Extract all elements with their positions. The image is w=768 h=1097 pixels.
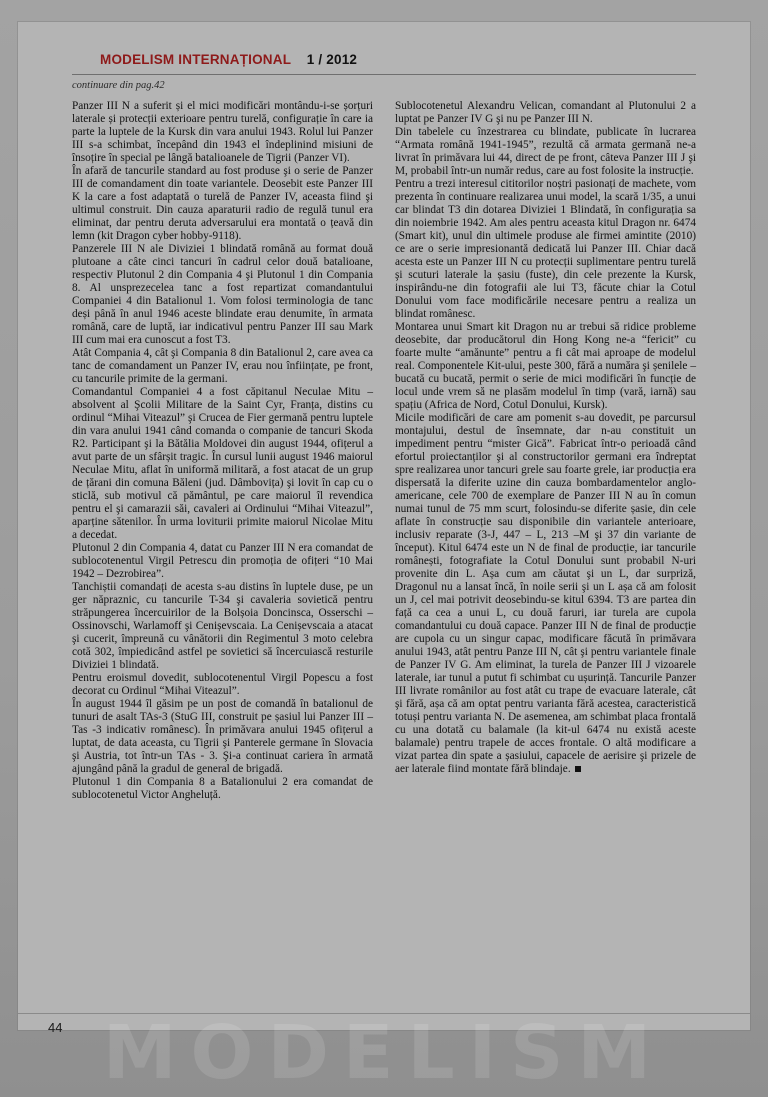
- article-body: [72, 100, 696, 802]
- paragraph: Sublocotenetul Alexandru Velican, comandant al Plutonului 2 a luptat pe Panzer IV G şi nu pe Panzer III N.: [395, 100, 696, 125]
- paragraph: Din tabelele cu înzestrarea cu blindate, publicate în lucrarea “Armata română 1941-1945”, rezultă că armata germană ne-a livrat în primăvara lui 44, direct de pe front, câteva Panzer III J şi M, probabil într-un număr redus, care au fost folosite la instrucție.: [395, 126, 696, 177]
- footer-divider: [18, 1013, 750, 1014]
- paragraph: În afară de tancurile standard au fost produse şi o serie de Panzer III de comandament din toate variantele. Deosebit este Panzer III K la care a fost adaptată o turelă de Panzer IV, aceasta fiind şi ultimul construit. Din cauza aparaturii radio de regulă tunul era eliminat, dar pentru deruta adversarului era montată o țeavă din lemn (kit Dragon cyber hobby-9118).: [72, 165, 373, 242]
- paragraph-final: [395, 412, 696, 776]
- column-right: [395, 100, 696, 802]
- end-of-article-mark: [575, 766, 581, 772]
- header-divider: [72, 74, 696, 75]
- paragraph: Panzerele III N ale Diviziei 1 blindată română au format două plutoane a câte cinci tancuri în cadrul celor două batalioane, respectiv Plutonul 2 din Compania 4 şi Plutonul 1 din Compania 8. Al unsprezecelea tanc a fost repartizat comandantului Companiei 4 din Batalionul 1. Vom folosi terminologia de tanc deși până în anul 1946 aceste blindate erau denumite, în armata română, care de luptă, iar indicativul pentru Panzer III sau Mark III cum mai era cunoscut a fost T3.: [72, 243, 373, 346]
- magazine-title: MODELISM INTERNAȚIONAL: [100, 52, 291, 67]
- paragraph: Atât Compania 4, cât şi Compania 8 din Batalionul 2, care avea ca tanc de comandament un Panzer IV, erau nou înființate, pe front, cu tancurile primite de la germani.: [72, 347, 373, 385]
- watermark-text: MODELISM: [102, 1010, 666, 1096]
- paragraph: Plutonul 2 din Compania 4, datat cu Panzer III N era comandat de sublocotenentul Virgil Petrescu din promoția de ofițeri “10 Mai 1942 – Dezrobirea”.: [72, 542, 373, 580]
- page-header: [100, 52, 700, 67]
- paragraph: Tanchiștii comandați de acesta s-au distins în luptele duse, pe un ger năpraznic, cu tancurile T-34 şi cavaleria sovietică pentru străpungerea încercuirilor de la Bolșoia Doncinsca, Osserschi – Ossinovschi, Warlamoff şi Cenișevscaia. La Cenișevscaia a atacat şi cucerit, împreună cu vânătorii din Regimentul 3 moto celebra cotă 302, împiedicând astfel pe sovietici să încercuiască resturile Diviziei 1 blindată.: [72, 581, 373, 671]
- paragraph: Comandantul Companiei 4 a fost căpitanul Neculae Mitu – absolvent al Şcolii Militare de la Saint Cyr, Franța, distins cu ordinul “Mihai Viteazul” şi Crucea de Fier germană pentru luptele din vara anului 1941 când comanda o companie de tancuri Skoda R2. Participant şi la Bătălia Moldovei din august 1944, ofițerul a avut parte de un sfârșit tragic. În cursul lunii august 1946 maiorul Neculae Mitu, aflat în uniformă militară, a fost atacat de un grup de țărani din comuna Băleni (jud. Dâmbovița) şi lovit în cap cu o sticlă, sub motivul că pământul, pe care maiorul îl revendica pentru el şi camarazii săi, cavaleri ai Ordinului “Mihai Viteazul”, aparține sătenilor. În urma loviturii primite maiorul Nicolae Mitu a decedat.: [72, 386, 373, 541]
- paragraph: În august 1944 îl găsim pe un post de comandă în batalionul de tunuri de asalt TAs-3 (StuG III, construit pe șasiul lui Panzer III – Tas -3 indicativ românesc). În primăvara anului 1945 ofițerul a luptat, de data aceasta, cu Tigrii şi Panterele germane în Slovacia şi Austria, tot într-un TAs - 3. Şi-a continuat cariera în armată ajungând până la gradul de general de brigadă.: [72, 698, 373, 775]
- paragraph-text: Micile modificări de care am pomenit s-au dovedit, pe parcursul montajului, destul de însemnate, dar n-au constituit un impediment pentru “mister Gică”. Fabricat într-o perioadă când efortul proiectanților şi al constructorilor germani era îndreptat spre realizarea unor tancuri grele sau foarte grele, iar producția era dispersată la diferite uzine din cauza bombardamentelor anglo-americane, cele 700 de exemplare de Panzer III N au în comun numai tunul de 75 mm scurt, folosindu-se diferite șasie, din cele aflate în construcție sau disponibile din variantele anterioare, inclusiv reparate (3-J, 447 – L, 213 –M şi 37 din variante de început). Kitul 6474 este un N de final de producție, iar tancurile românești, fotografiate la Cotul Donului sunt probabil N-uri provenite din L. Așa cum am căutat şi un L, dar surpriză, Dragonul nu a lansat încă, în noile serii şi un L așa că am folosit un J, cel mai potrivit deosebindu-se kitul 6394. T3 are partea din față ca cea a unui L, cu două faruri, iar turela are cupola comandantului cu două capace. Panzer III N de final de producție are cupola cu un singur capac, modificare făcută în primăvara anului 1943, atât pentru Panze III N, cât şi pentru variantele finale de Panzer IV G. Am eliminat, la turela de Panzer III J vizoarele laterale, iar tunul a putut fi schimbat cu ușurință. Tancurile Panzer III livrate românilor au fost atât cu trape de evacuare laterale, cât şi fără, așa că am optat pentru varianta fără acestea, caracteristică totuși pentru varianta N. De asemenea, am schimbat placa frontală cu una dotată cu balamale (la kit-ul 6474 nu există aceste balamale) pentru trapele de acces frontale. O altă modificare a vizat partea din spate a șasiului, capacele de aerisire şi prizele de aer laterale fiind montate fără blindaje.: [395, 412, 696, 775]
- paragraph: Pentru eroismul dovedit, sublocotenentul Virgil Popescu a fost decorat cu Ordinul “Mihai Viteazul”.: [72, 672, 373, 697]
- page-number: 44: [48, 1020, 63, 1035]
- column-left: [72, 100, 373, 802]
- paragraph: Montarea unui Smart kit Dragon nu ar trebui să ridice probleme deosebite, dar producătorul din Hong Kong ne-a “fericit” cu foarte multe “amănunte” pentru a fi cât mai aproape de modelul real. Componentele Kit-ului, peste 300, fără a număra şi șenilele – bucată cu bucată, permit o serie de mici modificări în funcție de locul unde vrem să ne plasăm modelul în timp (vară, iarnă) sau spațiu (Africa de Nord, Cotul Donului, Kursk).: [395, 321, 696, 411]
- paragraph: Plutonul 1 din Compania 8 a Batalionului 2 era comandat de sublocotenetul Victor Angheluță.: [72, 776, 373, 801]
- continuation-note: continuare din pag.42: [72, 80, 165, 91]
- paragraph: Panzer III N a suferit și el mici modificări montându-i-se șorțuri laterale și protecții exterioare pentru turelă, configurație în care ia parte la luptele de la Kursk din vara anului 1943. Rolul lui Panzer III s-a schimbat, începând din 1943 el îndeplinind misiuni de însoțire în special pe lângă batalioanele de Tigrii (Panzer VI).: [72, 100, 373, 164]
- paragraph: Pentru a trezi interesul cititorilor noștri pasionați de machete, vom prezenta în continuare realizarea unui model, la scară 1/35, a unui car blindat T3 din dotarea Diviziei 1 Blindată, în configurația sa din noiembrie 1942. Am ales pentru aceasta kitul Dragon nr. 6474 (Smart kit), unul din ultimele produse ale firmei amintite (2010) ce are o serie impresionantă dedicată lui Panzer III. Chiar dacă acesta este un Panzer III N cu protecții suplimentare pentru turelă şi scuturi laterale la șasiu (fuste), din cele prezente la Kursk, inspirându-ne din fotografii ale lui T3, făcute chiar la Cotul Donului vom face modificările necesare pentru a realiza un blindat românesc.: [395, 178, 696, 320]
- issue-number: 1 / 2012: [306, 52, 358, 67]
